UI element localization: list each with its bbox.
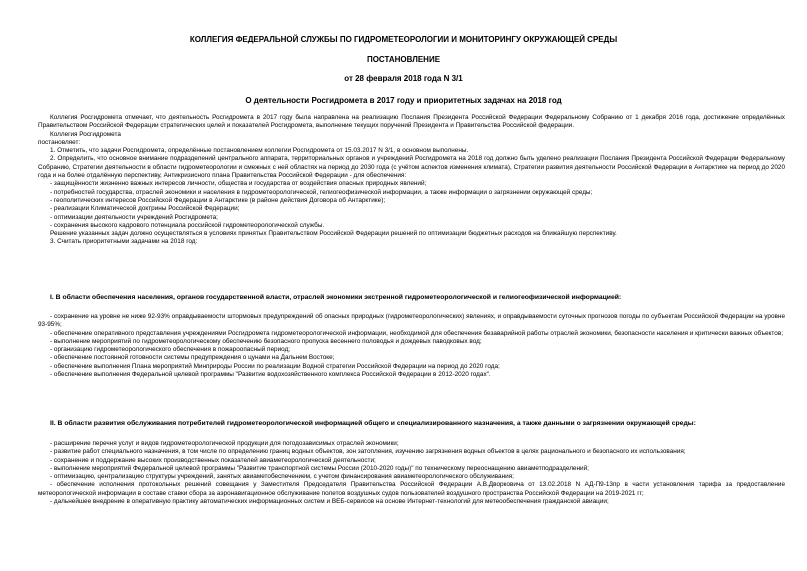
resolution-item-1: 1. Отметить, что задачи Росгидромета, определённые постановлением коллегии Росгидромета от 15.03.2017 N 3/1, в основном выполнены. [50,147,469,155]
list-item: - оптимизацию, централизацию структуры учреждений, занятых авиаметобеспечением, с учетом финансирования авиаметеорологического обслуживания; [50,473,514,481]
list-item: - обеспечение выполнения Федеральной целевой программы "Развитие водохозяйственного комплекса Российской Федерации в 2012-2020 годах". [50,371,491,379]
list-item: - обеспечение постоянной готовности системы предупреждения о цунами на Дальнем Востоке; [50,354,335,362]
list-item: - выполнение мероприятий Федеральной целевой программы "Развитие транспортной системы России (2010-2020 годы)" по техническому переоснащению авиаметподразделений; [50,464,589,472]
document-date-number: от 28 февраля 2018 года N 3/1 [344,74,463,83]
intro-block [38,114,785,247]
list-item: - развитие работ специального назначения, в том числе по определению границ водных объектов, зон затопления, изучению загрязнения водных объектов в целях рационального и безопасного их использования; [50,448,686,456]
section-2-heading: II. В области развития обслуживания потребителей гидрометеорологической информацией общего и специализированного назначения, а также данными о загрязнении окружающей среды: [50,420,696,427]
intro-paragraph: Коллегия Росгидромета отмечает, что деятельность Росгидромета в 2017 году была направлена на реализацию Послания Президента Российской Федерации Федеральному Собранию от 1 декабря 2016 года, достижение определённых Правительством Российской Федерации стратегических целей и показателей Росгидромета, выполнение текущих поручений Президента и Правительства Российской федерации. [38,114,785,130]
collegium-label: Коллегия Росгидромета [50,130,121,138]
list-item: - обеспечение исполнения протокольных решений совещания у Заместителя Председателя Правительства Российской Федерации А.В.Дворковича от 13.02.2018 N АД-П9-13пр в части установления тарифа за предоставление метеорологической информации в составе ставки сбора за аэронавигационное обслуживание полетов воздушных судов пользователей воздушного пространства Российской Федерации на 2019-2021 гг; [38,481,785,497]
resolution-item-3: 3. Считать приоритетными задачами на 2018 год: [50,238,198,246]
budget-paragraph: Решение указанных задач должно осуществляться в условиях принятых Правительством Российской Федерации решений по оптимизации бюджетных расходов на ближайшую перспективу. [50,230,617,238]
list-item: - дальнейшее внедрение в оперативную практику автоматических информационных систем и ВЕБ-сервисов на основе Интернет-технологий для метеообеспечения гражданской авиации; [50,498,609,506]
document-type: ПОСТАНОВЛЕНИЕ [366,55,441,64]
list-item: - выполнение мероприятий по гидрометеорологическому обеспечению безопасного пропуска весеннего половодья и дождевых паводковых вод; [50,337,482,345]
list-item: - защищённости жизненно важных интересов личности, общества и государства от воздействия опасных природных явлений; [50,180,427,188]
section-1-heading: I. В области обеспечения населения, органов государственной власти, отраслей экономики экстренной гидрометеорологической и гелиогеофизической информацией: [50,294,622,301]
section-1-list [38,313,785,379]
list-item: - обеспечение оперативного представления учреждениями Росгидромета гидрометеорологической информации, необходимой для обеспечения безаварийной работы отраслей экономики, безопасности населения и критически важных объектов; [50,329,783,337]
list-item: - сохранения высокого кадрового потенциала российской гидрометеорологической службы. [50,221,325,229]
resolves-label: постановляет: [38,138,81,146]
list-item: - оптимизации деятельности учреждений Росгидромета; [50,213,218,221]
list-item: - геополитических интересов Российской Федерации в Антарктике (в районе действия Договора об Антарктике); [50,196,386,204]
list-item: - сохранение и поддержание высоких производственных показателей авиаметеорологической деятельности; [50,456,376,464]
org-header: КОЛЛЕГИЯ ФЕДЕРАЛЬНОЙ СЛУЖБЫ ПО ГИДРОМЕТЕОРОЛОГИИ И МОНИТОРИНГУ ОКРУЖАЮЩЕЙ СРЕДЫ [189,35,618,44]
list-item: - организацию гидрометеорологического обеспечения в пожароопасный период; [50,346,291,354]
list-item: - реализации Климатической доктрины Российской Федерации; [50,205,240,213]
list-item: - обеспечение выполнения Плана мероприятий Минприроды России по реализации Водной стратегии Российской Федерации на период до 2020 года; [50,362,500,370]
list-item: - сохранение на уровне не ниже 92-93% оправдываемости штормовых предупреждений об опасных природных (гидрометеорологических) явлениях, и оправдываемости суточных прогнозов погоды по субъектам Российской Федерации на уровне 93-95%; [38,313,785,329]
document-title: О деятельности Росгидромета в 2017 году и приоритетных задачах на 2018 год [245,96,562,105]
section-2-list [38,440,785,506]
list-item: - расширение перечня услуг и видов гидрометеорологической продукции для погодозависимых отраслей экономики; [50,440,399,447]
list-item: - потребностей государства, отраслей экономики и населения в гидрометеорологической, гелиогеофизической информации, а также информации о загрязнении окружающей среды; [50,188,593,196]
resolution-item-2: 2. Определить, что основное внимание подразделений центрального аппарата, территориальных органов и учреждений Росгидромета на 2018 год должно быть уделено реализации Послания Президента Российской Федерации Федеральному Собранию, Стратегии деятельности в области гидрометеорологии и смежных с ней областях на период до 2030 года (с учётом аспектов изменения климата), Стратегии развития деятельности Российской Федерации в Антарктике на период до 2020 года и на более отдалённую перспективу, Антикризисного плана Правительства Российской Федерации - для обеспечения: [38,155,785,180]
